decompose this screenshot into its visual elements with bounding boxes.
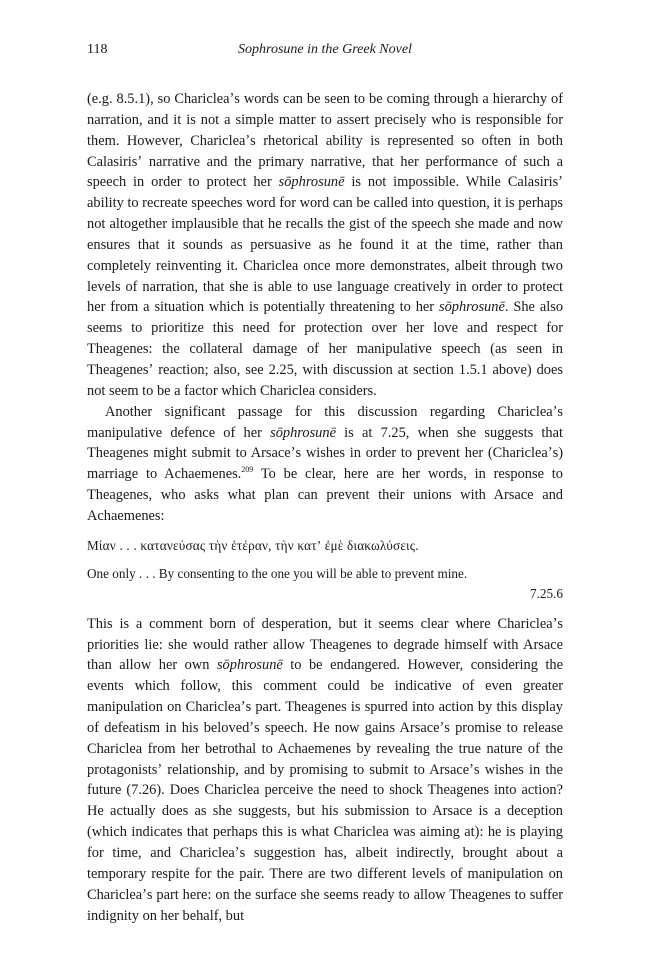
- body-text: [87, 89, 563, 926]
- paragraph: This is a comment born of desperation, but it seems clear where Charicleaʼs priorities lie: she would rather allow Theagenes to degrade himself with Arsace than allow her own sōphrosunē to be endangered. However, considering the events which follow, this comment could be indicative of even greater manipulation on Charicleaʼs part. Theagenes is spurred into action by this display of defeatism in his belovedʼs speech. He now gains Arsaceʼs promise to release Chariclea from her betrothal to Achaemenes by revealing the true nature of the protagonistsʼ relationship, and by promising to submit to Arsaceʼs wishes in the future (7.26). Does Chariclea perceive the need to shock Theagenes into action? He actually does as she suggests, but his submission to Arsace is a deception (which indicates that perhaps this is what Chariclea was aiming at): he is playing for time, and Charicleaʼs suggestion has, albeit indirectly, brought about a temporary respite for the pair. There are two different levels of manipulation on Charicleaʼs part here: on the surface she seems ready to allow Theagenes to suffer indignity on her behalf, but: [87, 615, 564, 924]
- paragraph: Another significant passage for this discussion regarding Charicleaʼs manipulative defence of her sōphrosunē is at 7.25, when she suggests that Theagenes might submit to Arsaceʼs wishes in order to prevent her (Charicleaʼs) marriage to Achaemenes.$^{209}$ To be clear, here are her words, in response to Theagenes, who asks what plan can prevent their unions with Arsace and Achaemenes:: [87, 403, 563, 524]
- paragraph: (e.g. 8.5.1), so Charicleaʼs words can be seen to be coming through a hierarchy of narration, and it is not a simple matter to assert precisely who is responsible for them. However, Charicleaʼs rhetorical ability is represented so often in both Calasirisʼ narrative and the primary narrative, that her performance of such a speech in order to protect her sōphrosunē is not impossible. While Calasirisʼ ability to recreate speeches word for word can be called into question, it is perhaps not altogether implausible that he recalls the gist of the speech she made and now ensures that it sounds as persuasive as he found it at the time, rather than completely reinventing it. Chariclea once more demonstrates, albeit through two levels of narration, that she is able to use language creatively in order to protect her from a situation which is potentially threatening to her sōphrosunē. She also seems to prioritize this need for protection over her love and respect for Theagenes: the collateral damage of her manipulative speech (as seen in Theagenesʼ reaction; also, see 2.25, with discussion at section 1.5.1 above) does not seem to be a factor which Chariclea considers.: [87, 91, 564, 399]
- block-quote-translation: One only . . . By consenting to the one you will be able to prevent mine.: [87, 565, 468, 581]
- italic-term: sōphrosunē: [278, 174, 345, 191]
- quote-citation: 7.25.6: [530, 585, 563, 601]
- page-header: [87, 42, 563, 66]
- italic-term: sōphrosunē: [439, 299, 505, 316]
- block-quote-greek: Μίαν . . . κατανεύσας τὴν ἑτέραν, τὴν κατʼ ἐμὲ διακωλύσεις.: [87, 537, 419, 553]
- footnote-ref: 209: [241, 465, 254, 475]
- italic-term: sōphrosunē: [270, 424, 336, 441]
- italic-term: sōphrosunē: [216, 657, 283, 674]
- page-number: 118: [87, 42, 108, 57]
- running-head: Sophrosune in the Greek Novel: [238, 42, 412, 57]
